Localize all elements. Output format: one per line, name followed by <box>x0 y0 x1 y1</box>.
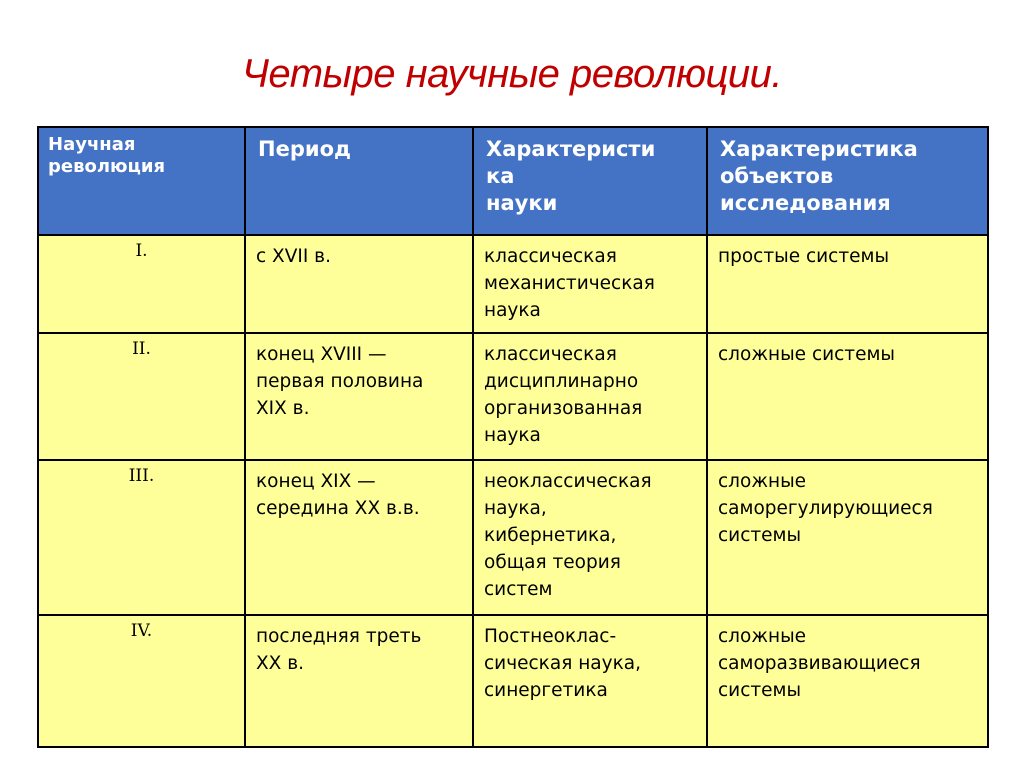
cell-line: сложные системы <box>718 344 896 365</box>
header-line: Научная <box>48 134 136 155</box>
cell-line: наука <box>484 300 541 321</box>
cell-line: кибернетика, <box>484 525 617 546</box>
cell-line: первая половина <box>256 371 424 392</box>
period-cell <box>245 615 473 747</box>
header-line: Характеристи <box>486 137 656 161</box>
cell-line: XIX в. <box>256 398 310 419</box>
science-cell <box>473 615 707 747</box>
cell-line: синергетика <box>484 680 608 701</box>
page-title: Четыре научные революции. <box>242 52 782 96</box>
header-science-characteristic <box>473 127 707 235</box>
header-line: ка <box>486 164 515 188</box>
period-cell <box>245 235 473 333</box>
cell-line: наука <box>484 425 541 446</box>
cell-line: системы <box>718 525 802 546</box>
revolution-number: I. <box>38 235 245 333</box>
objects-cell <box>707 235 988 333</box>
science-cell <box>473 460 707 615</box>
cell-line: классическая <box>484 344 617 365</box>
cell-line: последняя треть <box>256 626 422 647</box>
header-period <box>245 127 473 235</box>
cell-line: саморегулирующиеся <box>718 498 933 519</box>
period-cell <box>245 460 473 615</box>
header-line: исследования <box>720 191 891 215</box>
cell-line: классическая <box>484 246 617 267</box>
header-objects-characteristic <box>707 127 988 235</box>
revolution-number: III. <box>38 460 245 615</box>
cell-line: сическая наука, <box>484 653 641 674</box>
period-cell <box>245 333 473 460</box>
table-row <box>38 235 988 333</box>
cell-line: наука, <box>484 498 547 519</box>
cell-line: организованная <box>484 398 643 419</box>
objects-cell <box>707 615 988 747</box>
science-cell <box>473 333 707 460</box>
revolution-number: IV. <box>38 615 245 747</box>
objects-cell <box>707 333 988 460</box>
cell-line: механистическая <box>484 273 655 294</box>
cell-line: простые системы <box>718 246 890 267</box>
cell-line: саморазвивающиеся <box>718 653 921 674</box>
table-row <box>38 460 988 615</box>
science-cell <box>473 235 707 333</box>
header-line: революция <box>48 156 166 177</box>
revolution-number: II. <box>38 333 245 460</box>
header-revolution <box>38 127 245 235</box>
header-line: Характеристика <box>720 137 918 161</box>
table-row <box>38 615 988 747</box>
header-row <box>38 127 988 235</box>
cell-line: середина XX в.в. <box>256 498 420 519</box>
table-row <box>38 333 988 460</box>
cell-line: систем <box>484 579 553 600</box>
objects-cell <box>707 460 988 615</box>
cell-line: общая теория <box>484 552 621 573</box>
cell-line: сложные <box>718 471 807 492</box>
cell-line: XX в. <box>256 653 305 674</box>
header-line: науки <box>486 191 558 215</box>
header-line: Период <box>258 137 351 161</box>
cell-line: с XVII в. <box>256 246 331 267</box>
cell-line: неоклассическая <box>484 471 652 492</box>
cell-line: конец XVIII — <box>256 344 387 365</box>
cell-line: дисциплинарно <box>484 371 639 392</box>
revolutions-table <box>37 126 989 748</box>
header-line: объектов <box>720 164 834 188</box>
cell-line: сложные <box>718 626 807 647</box>
cell-line: конец XIX — <box>256 471 376 492</box>
cell-line: Постнеоклас- <box>484 626 617 647</box>
cell-line: системы <box>718 680 802 701</box>
